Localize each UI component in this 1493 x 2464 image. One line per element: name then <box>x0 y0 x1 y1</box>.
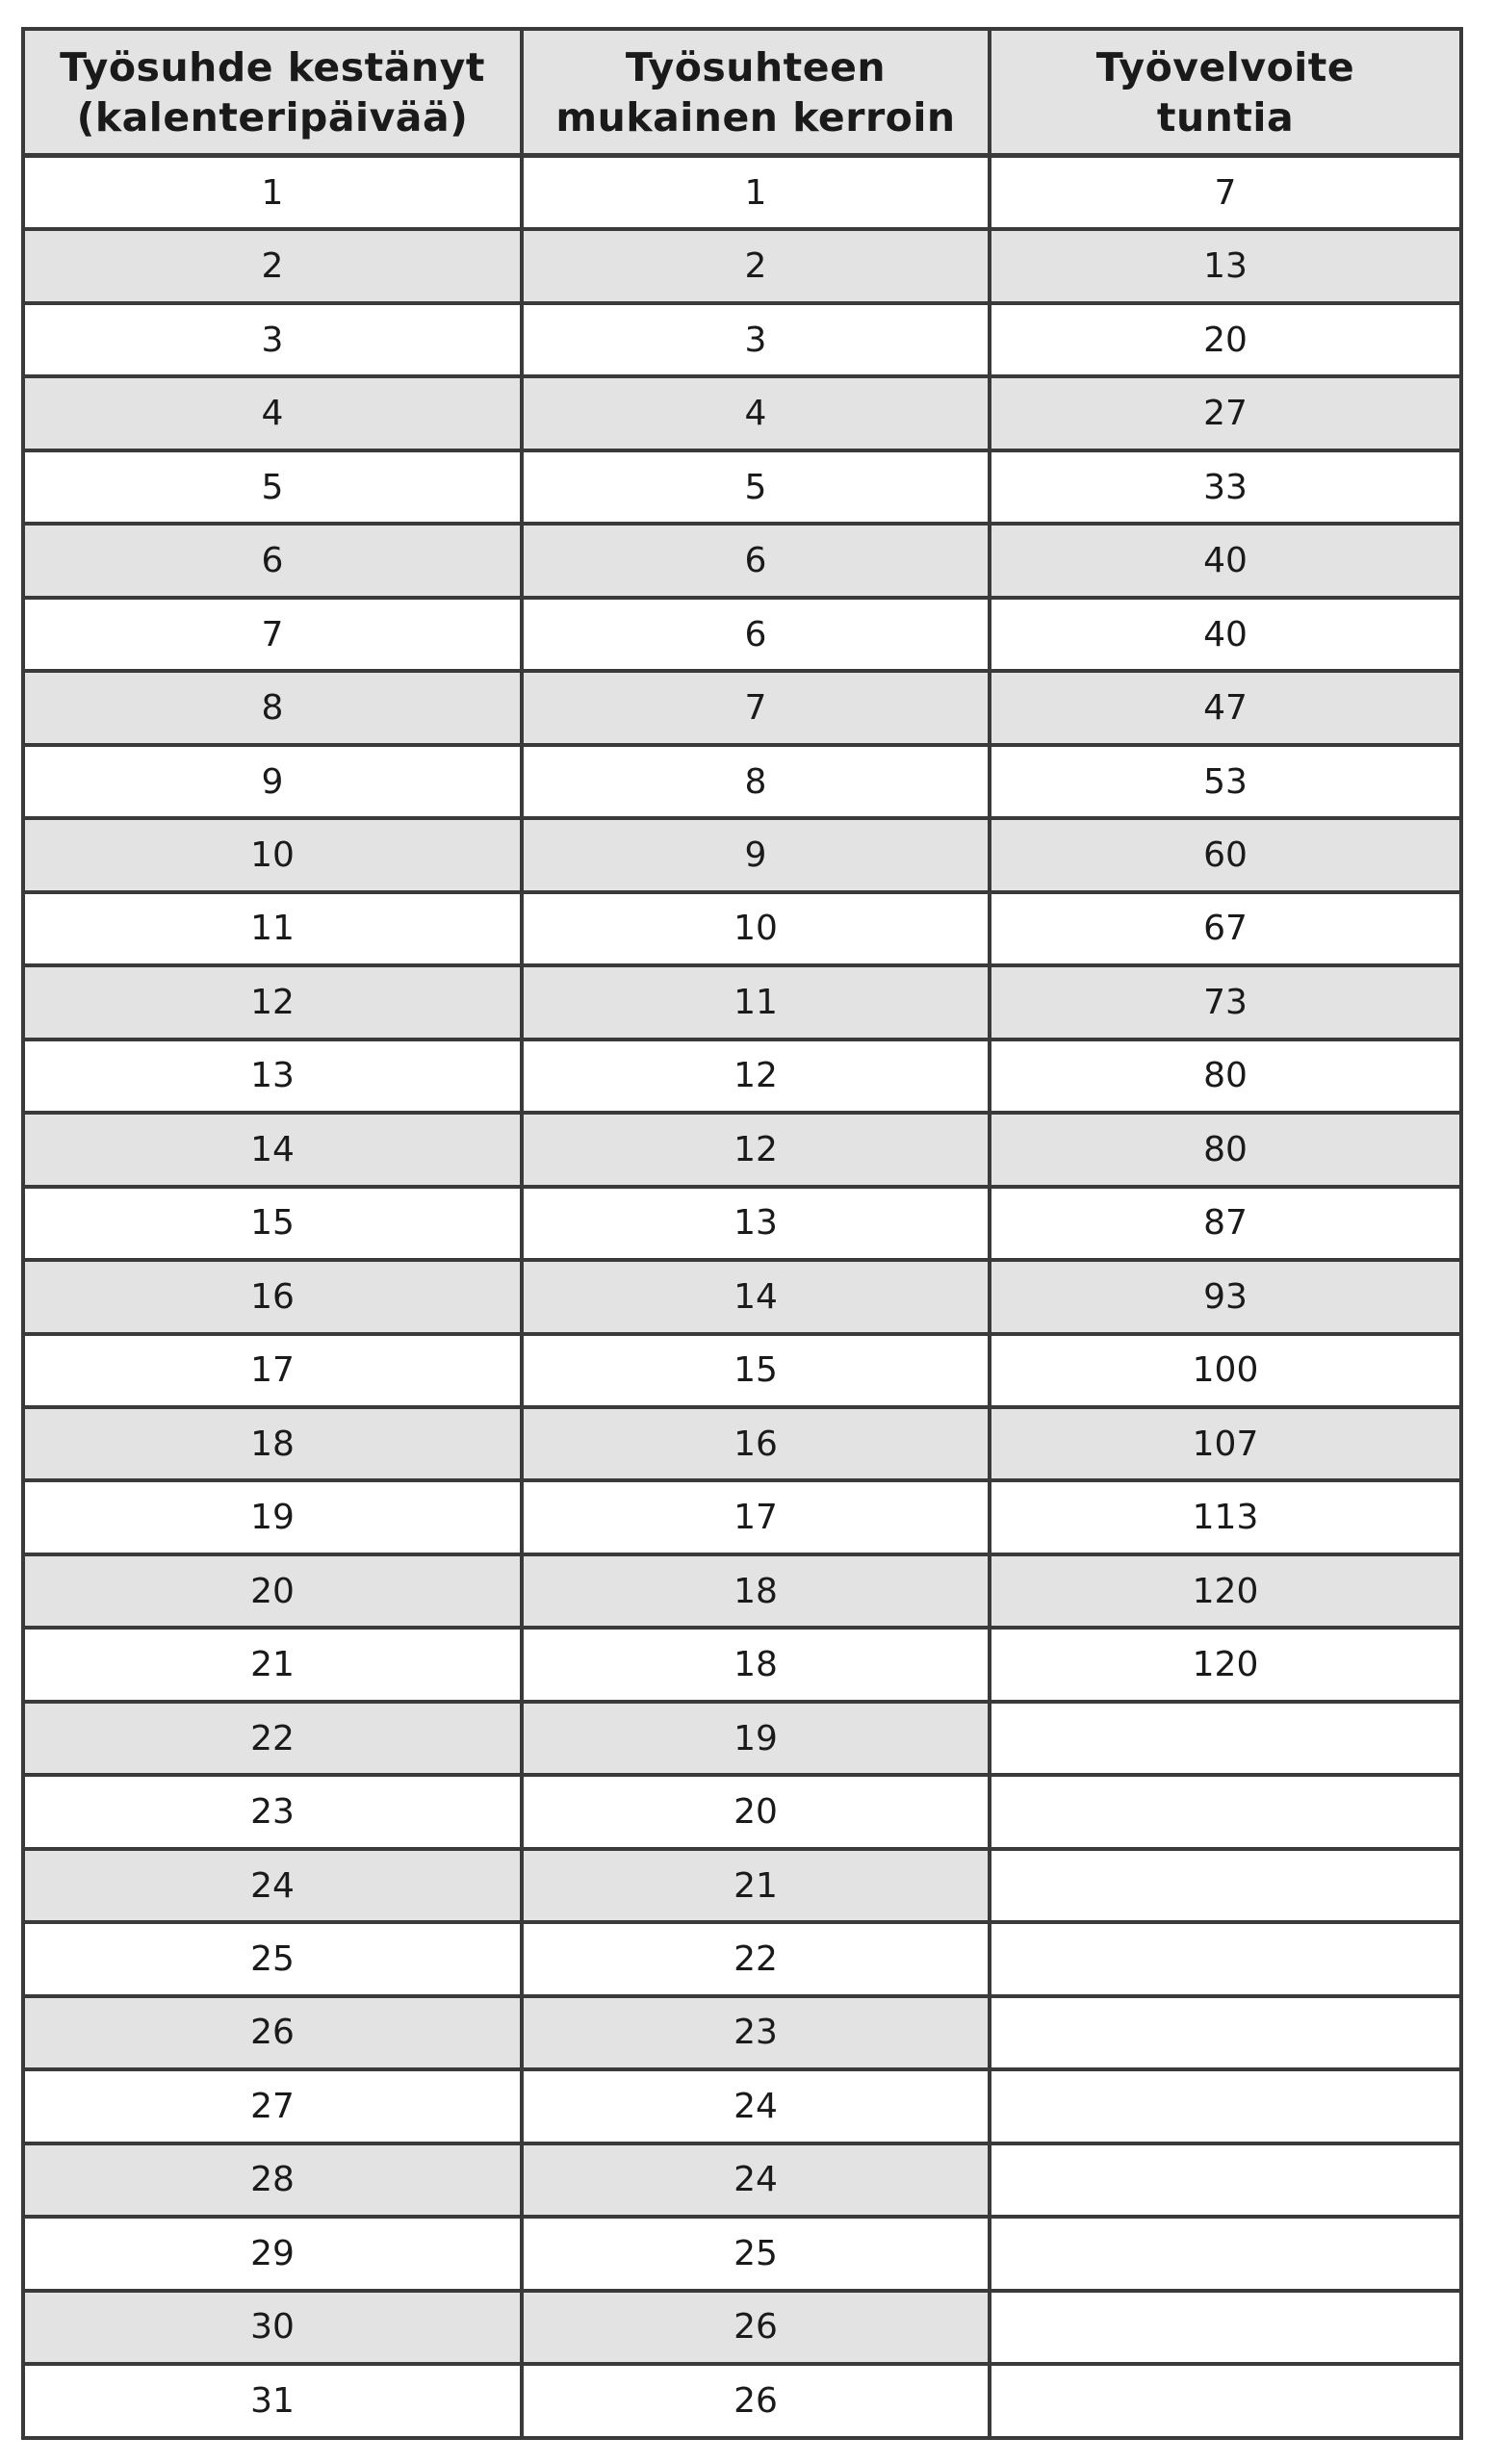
cell-hours: 33 <box>990 450 1461 524</box>
cell-hours: 80 <box>990 1113 1461 1186</box>
cell-coefficient: 15 <box>522 1334 990 1407</box>
cell-hours: 120 <box>990 1554 1461 1628</box>
cell-hours: 107 <box>990 1407 1461 1480</box>
cell-coefficient: 24 <box>522 2143 990 2217</box>
cell-days: 17 <box>23 1334 522 1407</box>
cell-days: 25 <box>23 1922 522 1995</box>
table-row <box>23 1702 1461 1775</box>
cell-coefficient: 12 <box>522 1040 990 1113</box>
cell-hours <box>990 2291 1461 2364</box>
cell-days: 27 <box>23 2069 522 2143</box>
cell-hours: 93 <box>990 1260 1461 1333</box>
cell-hours <box>990 2069 1461 2143</box>
cell-coefficient: 2 <box>522 229 990 302</box>
cell-hours: 100 <box>990 1334 1461 1407</box>
cell-days: 16 <box>23 1260 522 1333</box>
cell-coefficient: 14 <box>522 1260 990 1333</box>
table-row <box>23 965 1461 1039</box>
table-row <box>23 892 1461 965</box>
cell-hours: 73 <box>990 965 1461 1039</box>
cell-coefficient: 17 <box>522 1480 990 1553</box>
cell-coefficient: 12 <box>522 1113 990 1186</box>
table-row <box>23 156 1461 230</box>
cell-coefficient: 26 <box>522 2364 990 2438</box>
cell-coefficient: 21 <box>522 1849 990 1922</box>
cell-days: 20 <box>23 1554 522 1628</box>
table-row <box>23 524 1461 597</box>
cell-coefficient: 4 <box>522 376 990 449</box>
cell-days: 4 <box>23 376 522 449</box>
cell-hours <box>990 1702 1461 1775</box>
table-row <box>23 303 1461 376</box>
table-row <box>23 1040 1461 1113</box>
cell-coefficient: 26 <box>522 2291 990 2364</box>
cell-hours: 120 <box>990 1628 1461 1701</box>
cell-days: 29 <box>23 2217 522 2290</box>
cell-hours: 80 <box>990 1040 1461 1113</box>
table-row <box>23 598 1461 671</box>
cell-days: 28 <box>23 2143 522 2217</box>
table-row <box>23 376 1461 449</box>
cell-hours: 87 <box>990 1187 1461 1260</box>
cell-hours: 47 <box>990 671 1461 744</box>
table-row <box>23 2364 1461 2438</box>
table-row <box>23 1260 1461 1333</box>
cell-hours <box>990 1775 1461 1848</box>
header-days-employed <box>23 29 522 156</box>
cell-hours: 53 <box>990 745 1461 818</box>
cell-coefficient: 19 <box>522 1702 990 1775</box>
cell-coefficient: 10 <box>522 892 990 965</box>
table-row <box>23 229 1461 302</box>
cell-days: 15 <box>23 1187 522 1260</box>
header-employment-coefficient-line1: Työsuhteen <box>625 43 887 90</box>
cell-days: 18 <box>23 1407 522 1480</box>
cell-coefficient: 23 <box>522 1996 990 2069</box>
table-row <box>23 1113 1461 1186</box>
cell-days: 14 <box>23 1113 522 1186</box>
table-row <box>23 745 1461 818</box>
cell-days: 3 <box>23 303 522 376</box>
cell-days: 30 <box>23 2291 522 2364</box>
header-work-obligation-hours <box>990 29 1461 156</box>
header-employment-coefficient-line2: mukainen kerroin <box>555 93 956 141</box>
table-row <box>23 1187 1461 1260</box>
table-row <box>23 2143 1461 2217</box>
cell-hours: 67 <box>990 892 1461 965</box>
cell-hours <box>990 2143 1461 2217</box>
table-row <box>23 1554 1461 1628</box>
cell-coefficient: 16 <box>522 1407 990 1480</box>
table-row <box>23 671 1461 744</box>
cell-days: 11 <box>23 892 522 965</box>
cell-coefficient: 25 <box>522 2217 990 2290</box>
cell-hours: 27 <box>990 376 1461 449</box>
cell-coefficient: 8 <box>522 745 990 818</box>
table-row <box>23 1480 1461 1553</box>
cell-coefficient: 1 <box>522 156 990 230</box>
table-row <box>23 2291 1461 2364</box>
cell-hours: 60 <box>990 818 1461 891</box>
cell-days: 24 <box>23 1849 522 1922</box>
cell-hours: 7 <box>990 156 1461 230</box>
cell-hours: 20 <box>990 303 1461 376</box>
table-row <box>23 2217 1461 2290</box>
cell-days: 21 <box>23 1628 522 1701</box>
cell-coefficient: 3 <box>522 303 990 376</box>
table-body <box>23 156 1461 2439</box>
cell-days: 7 <box>23 598 522 671</box>
cell-days: 8 <box>23 671 522 744</box>
cell-coefficient: 11 <box>522 965 990 1039</box>
cell-days: 2 <box>23 229 522 302</box>
cell-coefficient: 18 <box>522 1554 990 1628</box>
cell-hours: 40 <box>990 524 1461 597</box>
table-row <box>23 1407 1461 1480</box>
cell-hours <box>990 1922 1461 1995</box>
table-row <box>23 450 1461 524</box>
cell-days: 6 <box>23 524 522 597</box>
cell-days: 9 <box>23 745 522 818</box>
header-employment-coefficient <box>522 29 990 156</box>
cell-days: 26 <box>23 1996 522 2069</box>
cell-coefficient: 9 <box>522 818 990 891</box>
table-row <box>23 1922 1461 1995</box>
cell-coefficient: 18 <box>522 1628 990 1701</box>
cell-days: 10 <box>23 818 522 891</box>
header-days-employed-line1: Työsuhde kestänyt <box>60 43 485 90</box>
cell-hours <box>990 1849 1461 1922</box>
work-obligation-table <box>21 27 1463 2440</box>
cell-coefficient: 6 <box>522 598 990 671</box>
cell-days: 31 <box>23 2364 522 2438</box>
cell-days: 23 <box>23 1775 522 1848</box>
cell-hours <box>990 2364 1461 2438</box>
cell-coefficient: 20 <box>522 1775 990 1848</box>
table-row <box>23 1628 1461 1701</box>
cell-coefficient: 7 <box>522 671 990 744</box>
cell-days: 5 <box>23 450 522 524</box>
table-row <box>23 1334 1461 1407</box>
cell-coefficient: 22 <box>522 1922 990 1995</box>
table-row <box>23 818 1461 891</box>
table-row <box>23 1849 1461 1922</box>
cell-days: 19 <box>23 1480 522 1553</box>
cell-hours <box>990 1996 1461 2069</box>
table-row <box>23 2069 1461 2143</box>
cell-hours: 113 <box>990 1480 1461 1553</box>
header-days-employed-line2: (kalenteripäivää) <box>76 93 469 141</box>
cell-hours: 40 <box>990 598 1461 671</box>
cell-days: 12 <box>23 965 522 1039</box>
cell-days: 13 <box>23 1040 522 1113</box>
cell-days: 22 <box>23 1702 522 1775</box>
cell-coefficient: 5 <box>522 450 990 524</box>
cell-hours <box>990 2217 1461 2290</box>
table-row <box>23 1996 1461 2069</box>
cell-days: 1 <box>23 156 522 230</box>
cell-hours: 13 <box>990 229 1461 302</box>
cell-coefficient: 13 <box>522 1187 990 1260</box>
header-row <box>23 29 1461 156</box>
header-work-obligation-hours-line1: Työvelvoite <box>1095 43 1355 90</box>
cell-coefficient: 24 <box>522 2069 990 2143</box>
header-work-obligation-hours-line2: tuntia <box>1156 93 1295 141</box>
cell-coefficient: 6 <box>522 524 990 597</box>
table-row <box>23 1775 1461 1848</box>
